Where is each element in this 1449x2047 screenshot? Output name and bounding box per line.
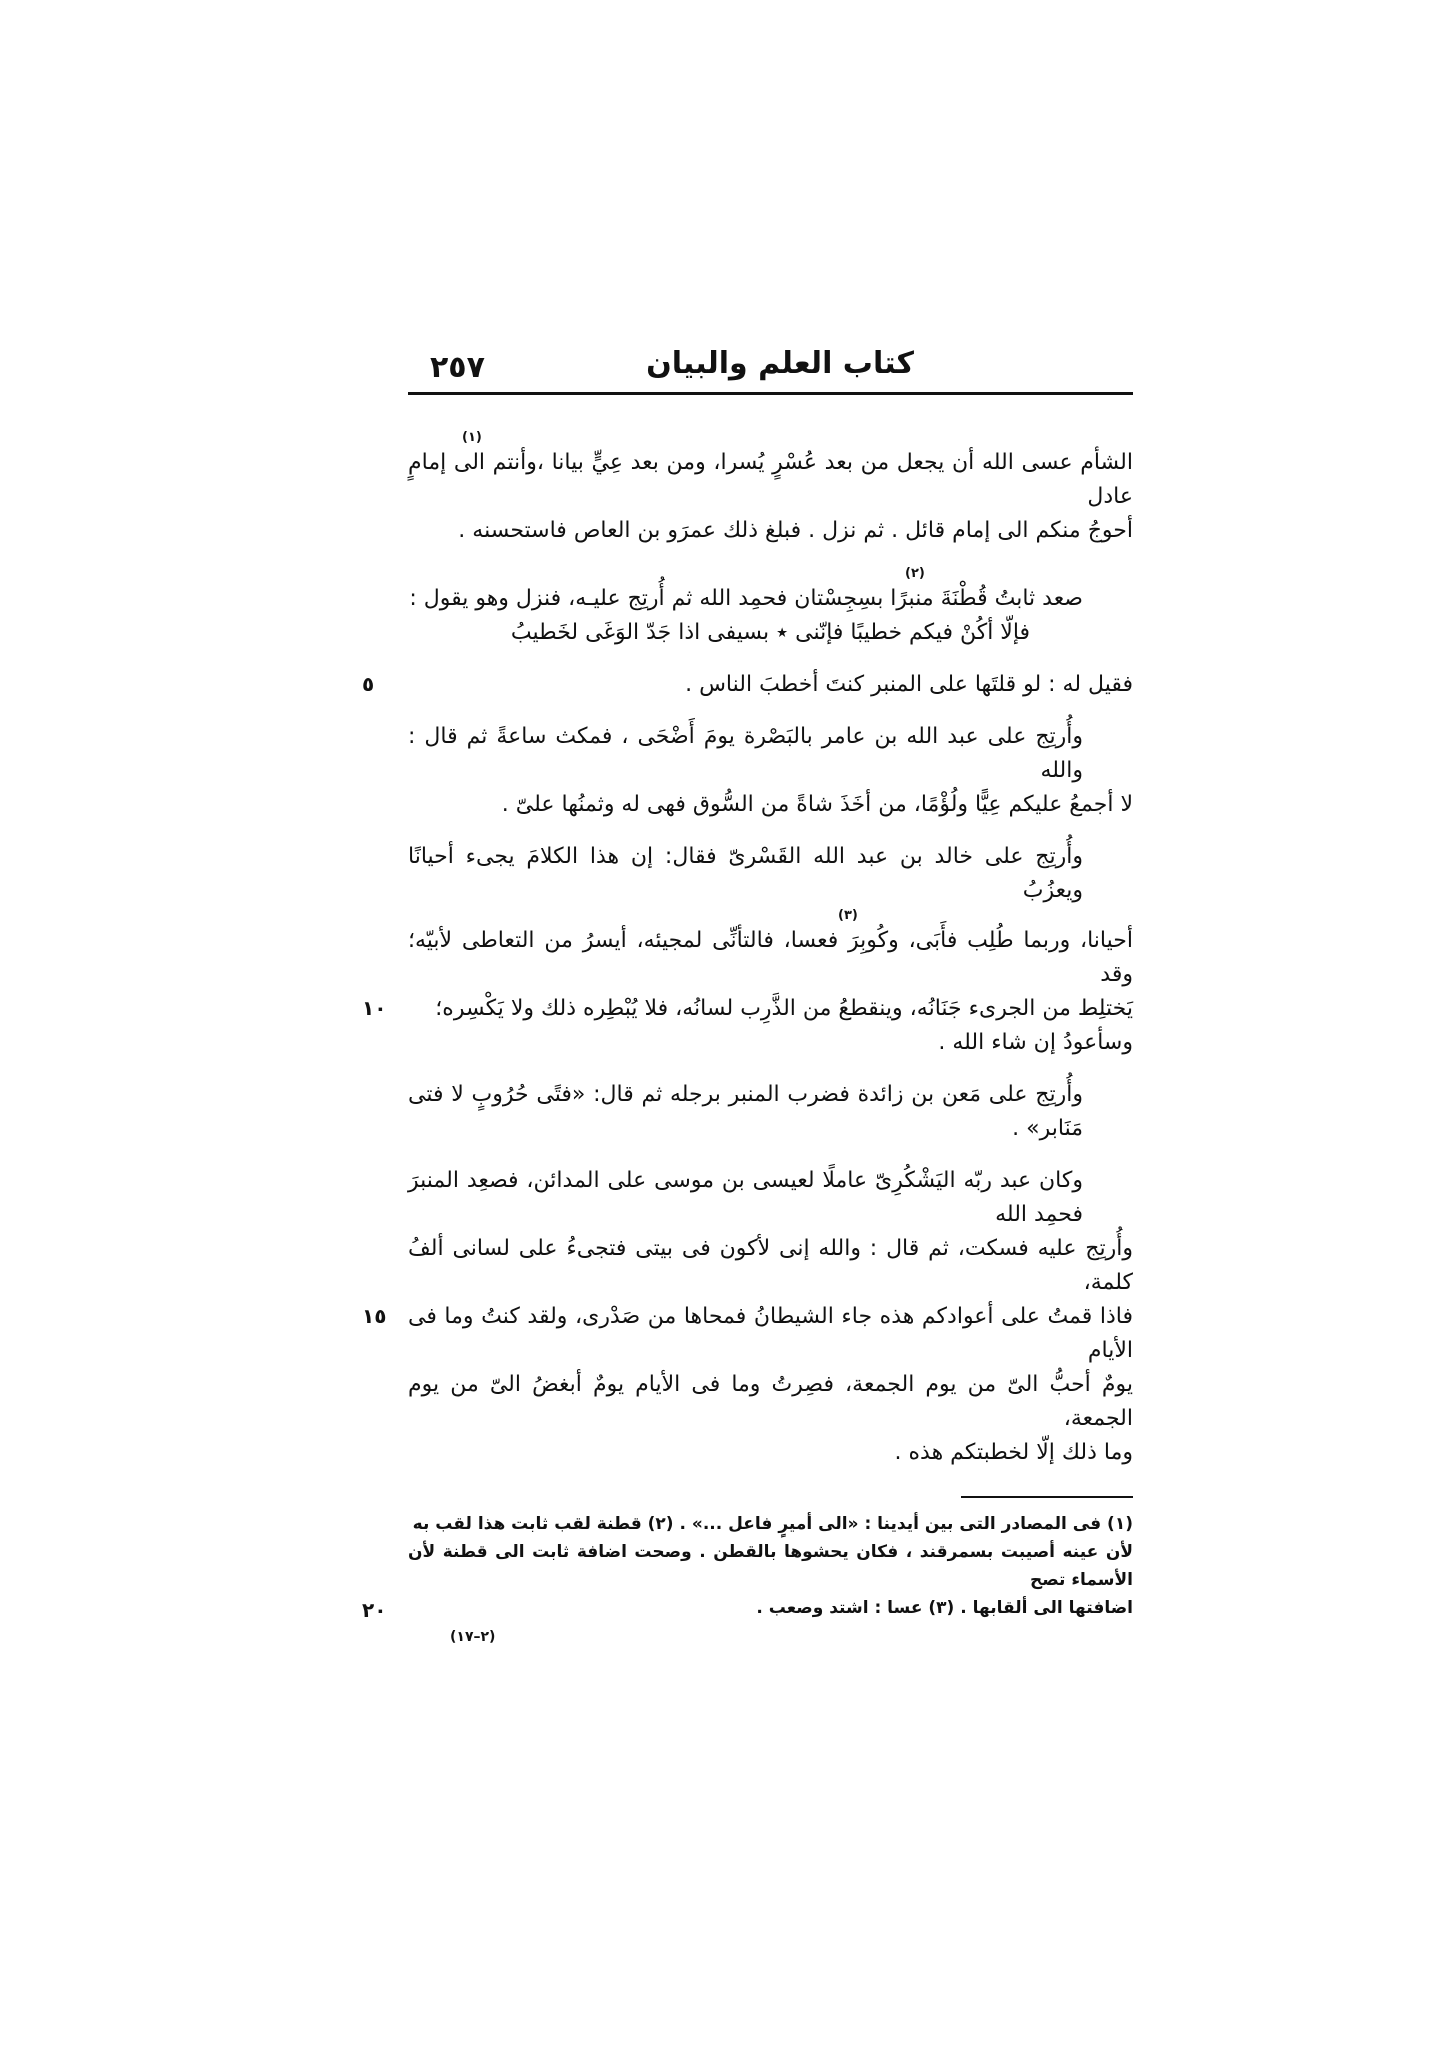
text-line: وأُرتِج عليه فسكت، ثم قال : والله إنى لأكون فى بيتى فتجىءُ على لسانى ألفُ كلمة،: [408, 1236, 1133, 1295]
text-line: صعد ثابتُ قُطْنَةَ منبرًا بسِجِسْتان فحمِد الله ثم أُرتِج عليـه، فنزل وهو يقول :: [409, 586, 1083, 611]
footnote-ref-2: (٢): [905, 566, 925, 581]
signature-mark: (٢–١٧): [450, 1629, 496, 1645]
footnote-line: اضافتها الى ألقابها . (٣) عسا : اشتد وصعب .: [756, 1598, 1133, 1618]
line-number: ٥: [362, 672, 375, 696]
text-line: يومٌ أحبُّ الىّ من يوم الجمعة، فصِرتُ وما فى الأيام يومٌ أبغضُ الىّ من يوم الجمعة،: [408, 1372, 1133, 1431]
header-rule: [408, 392, 1133, 395]
text-line: أحوجُ منكم الى إمام قائل . ثم نزل . فبلغ ذلك عمرَو بن العاص فاستحسنه .: [458, 518, 1133, 543]
page-column: [362, 430, 1133, 1648]
text-line: وأُرتِج على عبد الله بن عامر بالبَصْرة يومَ أَضْحَى ، فمكث ساعةً ثم قال : والله: [408, 724, 1083, 783]
superscript-row: [408, 908, 1133, 924]
line-number: ١٠: [362, 996, 387, 1020]
text-line: الشأم عسى الله أن يجعل من بعد عُسْرٍ يُسرا، ومن بعد عِيٍّ بيانا ،وأنتم الى إمامٍ عادل: [408, 450, 1133, 509]
text-line: وأُرتِج على خالد بن عبد الله القَسْرىّ فقال: إن هذا الكلامَ يجىء أحيانًا ويعزُبُ: [408, 844, 1083, 903]
footnote-line: (١) فى المصادر التى بين أيدينا : «الى أميرٍ فاعل ...» . (٢) قطنة لقب ثابت هذا لقب به: [412, 1514, 1133, 1534]
text-line: وسأعودُ إن شاء الله .: [938, 1030, 1133, 1055]
verse-line: فإلّا أكُنْ فيكم خطيبًا فإنّنى ٭ بسيفى اذا جَدّ الوَغَى لخَطيبُ: [510, 620, 1031, 645]
superscript-row: [408, 566, 1133, 582]
text-line: أحيانا، وربما طُلِب فأَبَى، وكُوبِرَ فعسا، فالتأنِّى لمجيئه، أيسرُ من التعاطى لأبيّه؛ وقد: [408, 928, 1133, 987]
superscript-row: [408, 430, 1133, 446]
book-title: كتاب العلم والبيان: [646, 346, 914, 381]
line-number: ١٥: [362, 1304, 387, 1328]
footnote-ref-1: (١): [462, 430, 482, 445]
footnote-line: لأن عينه أصيبت بسمرقند ، فكان يحشوها بالقطن . وصحت اضافة ثابت الى قطنة لأن الأسماء تصح: [408, 1542, 1133, 1590]
footnote-ref-3: (٣): [838, 908, 858, 923]
text-line: يَختلِط من الجرىء جَنَانُه، وينقطعُ من الذَّرِب لسانُه، فلا يُبْطِره ذلك ولا يَكْسِره؛: [435, 996, 1133, 1021]
text-line: فاذا قمتُ على أعوادكم هذه جاء الشيطانُ فمحاها من صَدْرى، ولقد كنتُ وما فى الأيام: [408, 1304, 1133, 1363]
body-text: [362, 430, 1133, 1470]
text-line: وما ذلك إلّا لخطبتكم هذه .: [894, 1440, 1133, 1465]
text-line: فقيل له : لو قلتَها على المنبر كنتَ أخطبَ الناس .: [685, 672, 1133, 697]
text-line: وكان عبد ربّه اليَشْكُرِىّ عاملًا لعيسى بن موسى على المدائن، فصعِد المنبرَ فحمِد الله: [408, 1168, 1083, 1227]
text-line: لا أجمعُ عليكم عِيًّا ولُؤْمًا، من أخَذَ شاةً من السُّوق فهى له وثمنُها علىّ .: [501, 792, 1133, 817]
text-line: وأُرتِج على مَعن بن زائدة فضرب المنبر برجله ثم قال: «فتًى حُرُوبٍ لا فتى مَنَابر» .: [408, 1082, 1083, 1141]
line-number: ٢٠: [362, 1598, 387, 1622]
page-number: ٢٥٧: [430, 350, 485, 385]
footnotes: [362, 1496, 1133, 1648]
footnote-rule: [961, 1496, 1133, 1498]
